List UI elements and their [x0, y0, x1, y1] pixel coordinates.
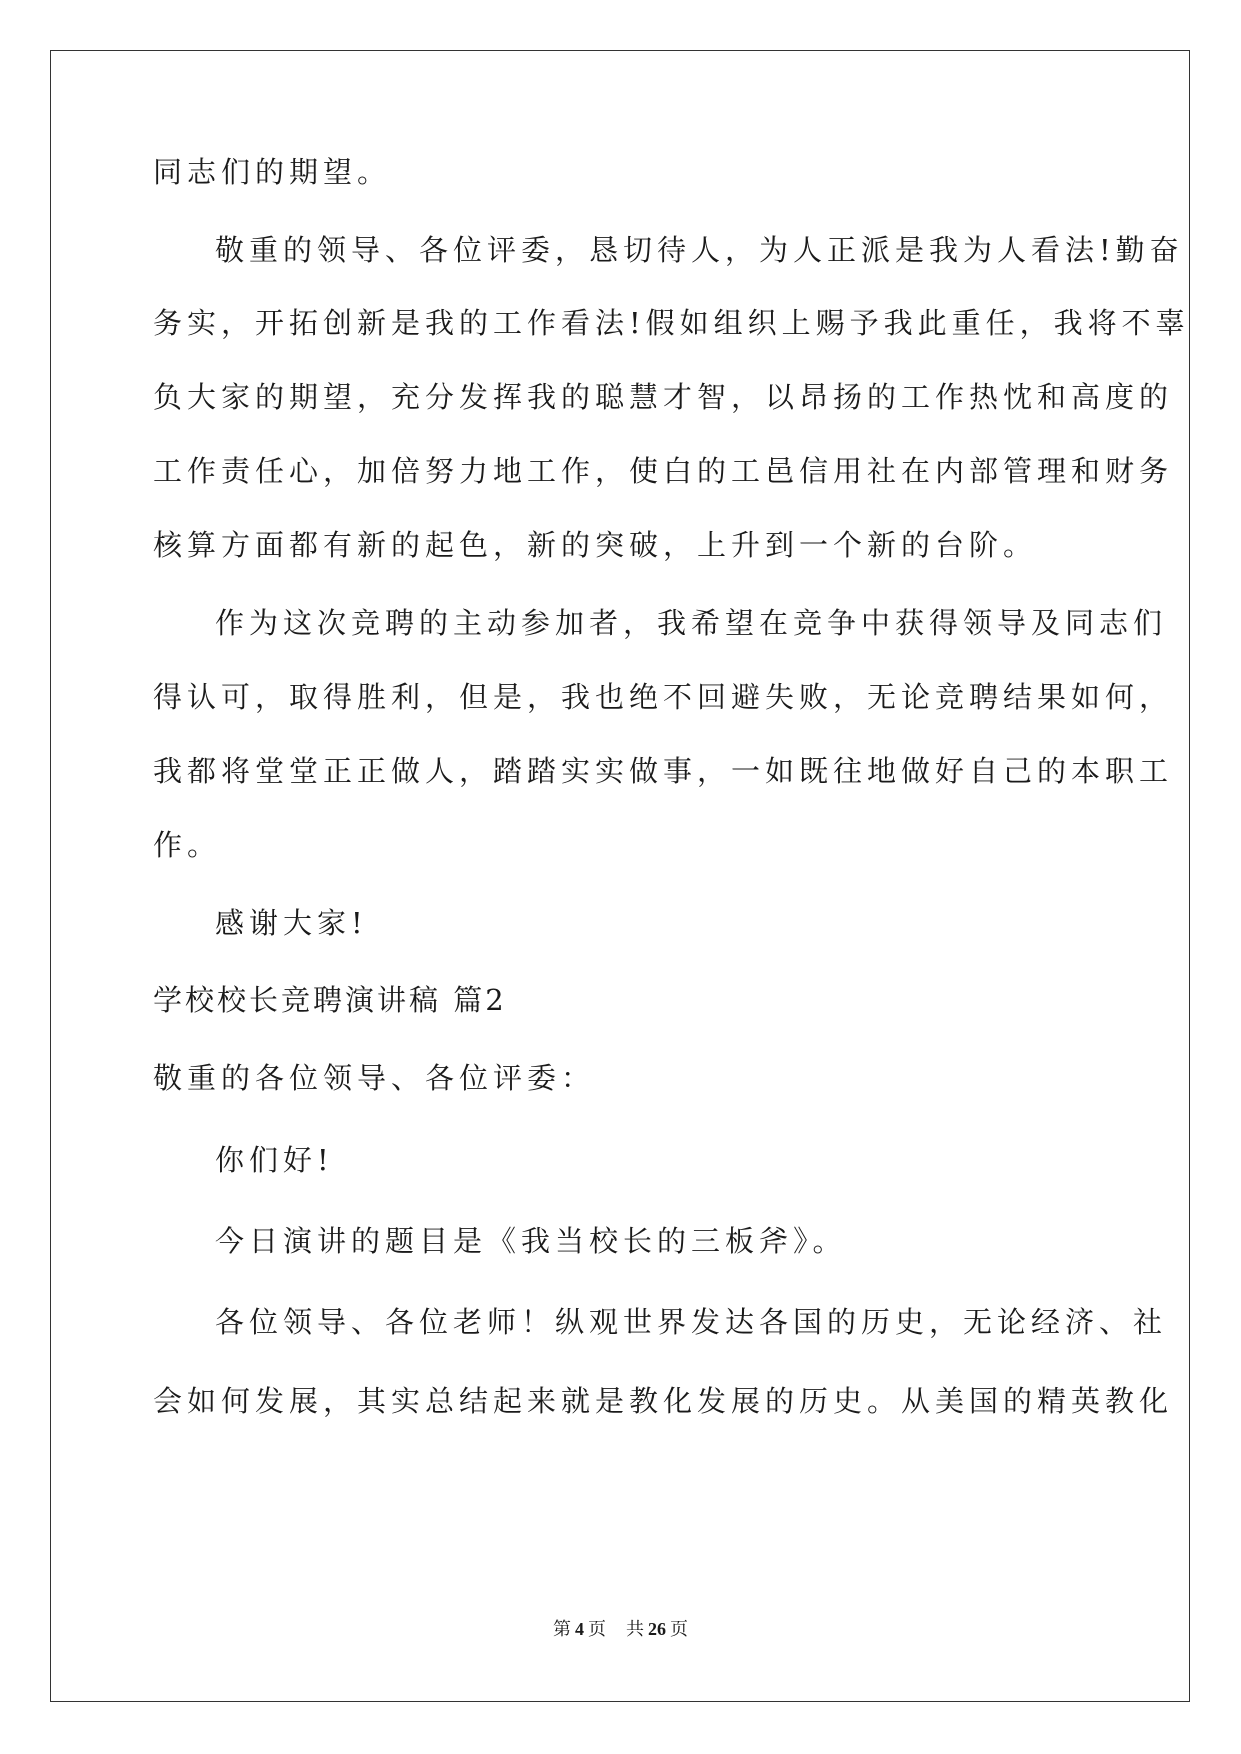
page-suffix: 页: [588, 1619, 606, 1639]
page-number: 4: [575, 1619, 584, 1639]
text-line: 你们好!: [215, 1143, 334, 1177]
page-prefix: 第: [553, 1619, 571, 1639]
text-line: 核算方面都有新的起色，新的突破，上升到一个新的台阶。: [153, 528, 1038, 562]
text-line: 负大家的期望，充分发挥我的聪慧才智，以昂扬的工作热忱和高度的: [153, 380, 1174, 414]
text-line: 敬重的领导、各位评委，恳切待人，为人正派是我为人看法!勤奋: [215, 233, 1184, 267]
section-heading: 学校校长竞聘演讲稿 篇2: [153, 983, 507, 1017]
text-line: 各位领导、各位老师！纵观世界发达各国的历史，无论经济、社: [215, 1305, 1168, 1339]
text-line: 我都将堂堂正正做人，踏踏实实做事，一如既往地做好自己的本职工: [153, 754, 1174, 788]
text-line: 今日演讲的题目是《我当校长的三板斧》。: [215, 1224, 847, 1258]
text-line: 作。: [153, 828, 222, 862]
text-line: 务实，开拓创新是我的工作看法!假如组织上赐予我此重任，我将不辜: [153, 306, 1190, 340]
total-prefix: 共: [626, 1619, 644, 1639]
text-line: 感谢大家!: [215, 906, 368, 940]
text-line: 得认可，取得胜利，但是，我也绝不回避失败，无论竞聘结果如何，: [153, 680, 1174, 714]
page-border: [50, 50, 1190, 1702]
page-footer: [0, 1615, 1241, 1641]
text-line: 会如何发展，其实总结起来就是教化发展的历史。从美国的精英教化: [153, 1384, 1174, 1418]
salutation: 敬重的各位领导、各位评委：: [153, 1061, 596, 1095]
text-line: 同志们的期望。: [153, 155, 392, 189]
text-line: 作为这次竞聘的主动参加者，我希望在竞争中获得领导及同志们: [215, 606, 1168, 640]
total-suffix: 页: [670, 1619, 688, 1639]
total-pages: 26: [648, 1619, 666, 1639]
text-line: 工作责任心，加倍努力地工作，使白的工邑信用社在内部管理和财务: [153, 454, 1174, 488]
